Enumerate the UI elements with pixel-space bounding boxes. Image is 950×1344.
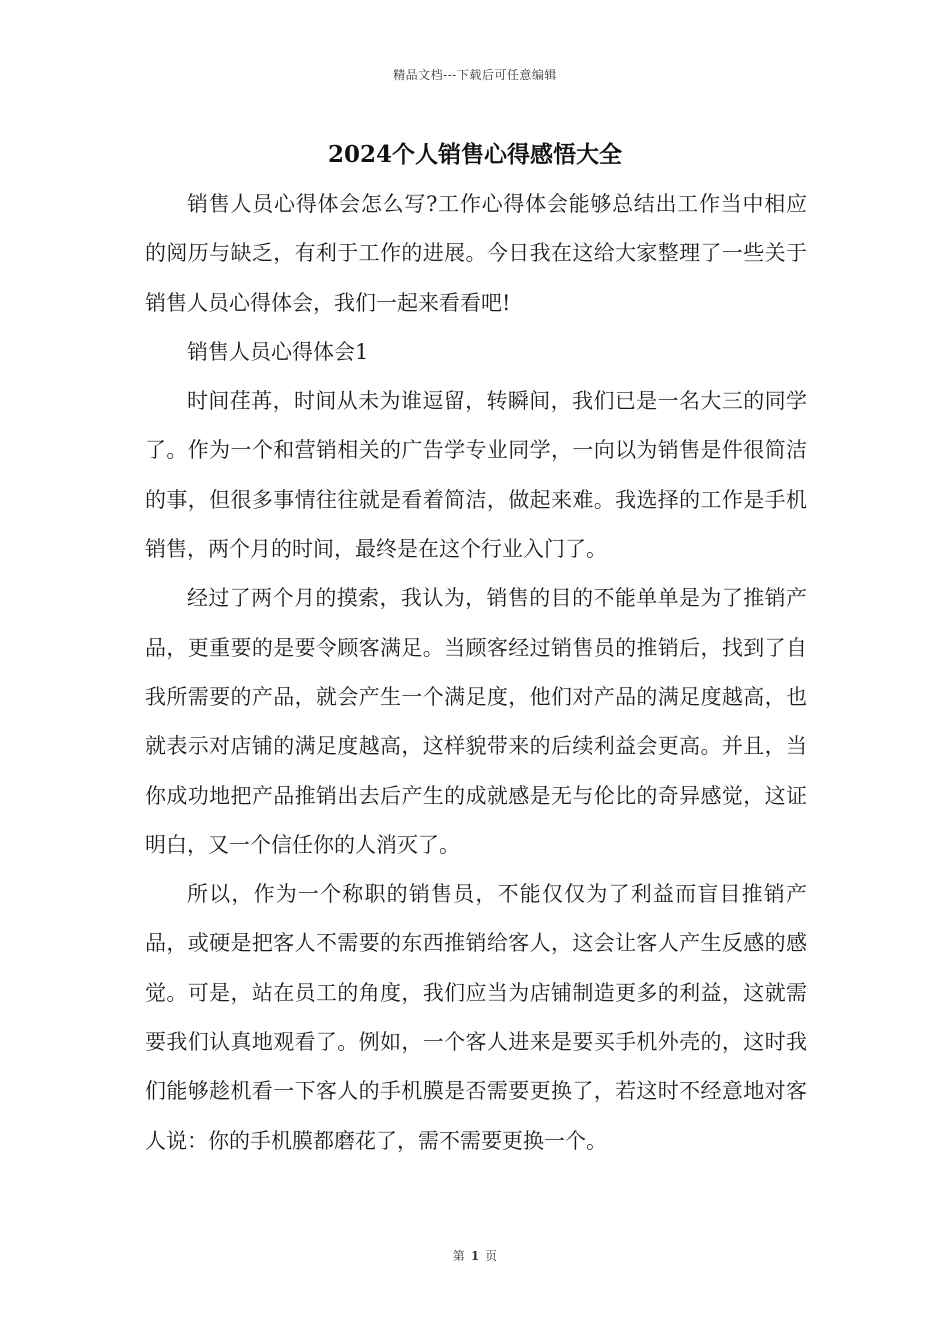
intro-paragraph: 销售人员心得体会怎么写?工作心得体会能够总结出工作当中相应的阅历与缺乏，有利于工作的进展。今日我在这给大家整理了一些关于销售人员心得体会，我们一起来看看吧! xyxy=(145,192,807,315)
page-label-suffix: 页 xyxy=(485,1249,498,1263)
body-paragraph: 经过了两个月的摸索，我认为，销售的目的不能单单是为了推销产品，更重要的是要令顾客满足。当顾客经过销售员的推销后，找到了自我所需要的产品，就会产生一个满足度，他们对产品的满足度越高，也就表示对店铺的满足度越高，这样貌带来的后续利益会更高。并且，当你成功地把产品推销出去后产生的成就感是无与伦比的奇异感觉，这证明白，又一个信任你的人消灭了。 xyxy=(145,586,807,857)
page-footer xyxy=(0,1247,950,1264)
document-body xyxy=(145,180,807,1166)
page-number: 1 xyxy=(470,1249,480,1263)
document-title: 2024个人销售心得感悟大全 xyxy=(327,141,622,168)
body-paragraph: 所以，作为一个称职的销售员，不能仅仅为了利益而盲目推销产品，或硬是把客人不需要的东西推销给客人，这会让客人产生反感的感觉。可是，站在员工的角度，我们应当为店铺制造更多的利益，这就需要我们认真地观看了。例如，一个客人进来是要买手机外壳的，这时我们能够趁机看一下客人的手机膜是否需要更换了，若这时不经意地对客人说：你的手机膜都磨花了，需不需要更换一个。 xyxy=(145,882,807,1153)
page-header: 精品文档---下载后可任意编辑 xyxy=(393,68,557,82)
body-paragraph: 时间荏苒，时间从未为谁逗留，转瞬间，我们已是一名大三的同学了。作为一个和营销相关的广告学专业同学，一向以为销售是件很简洁的事，但很多事情往往就是看着简洁，做起来难。我选择的工作是手机销售，两个月的时间，最终是在这个行业入门了。 xyxy=(145,389,807,562)
page-label-prefix: 第 xyxy=(452,1249,465,1263)
section-heading: 销售人员心得体会1 xyxy=(187,339,369,364)
